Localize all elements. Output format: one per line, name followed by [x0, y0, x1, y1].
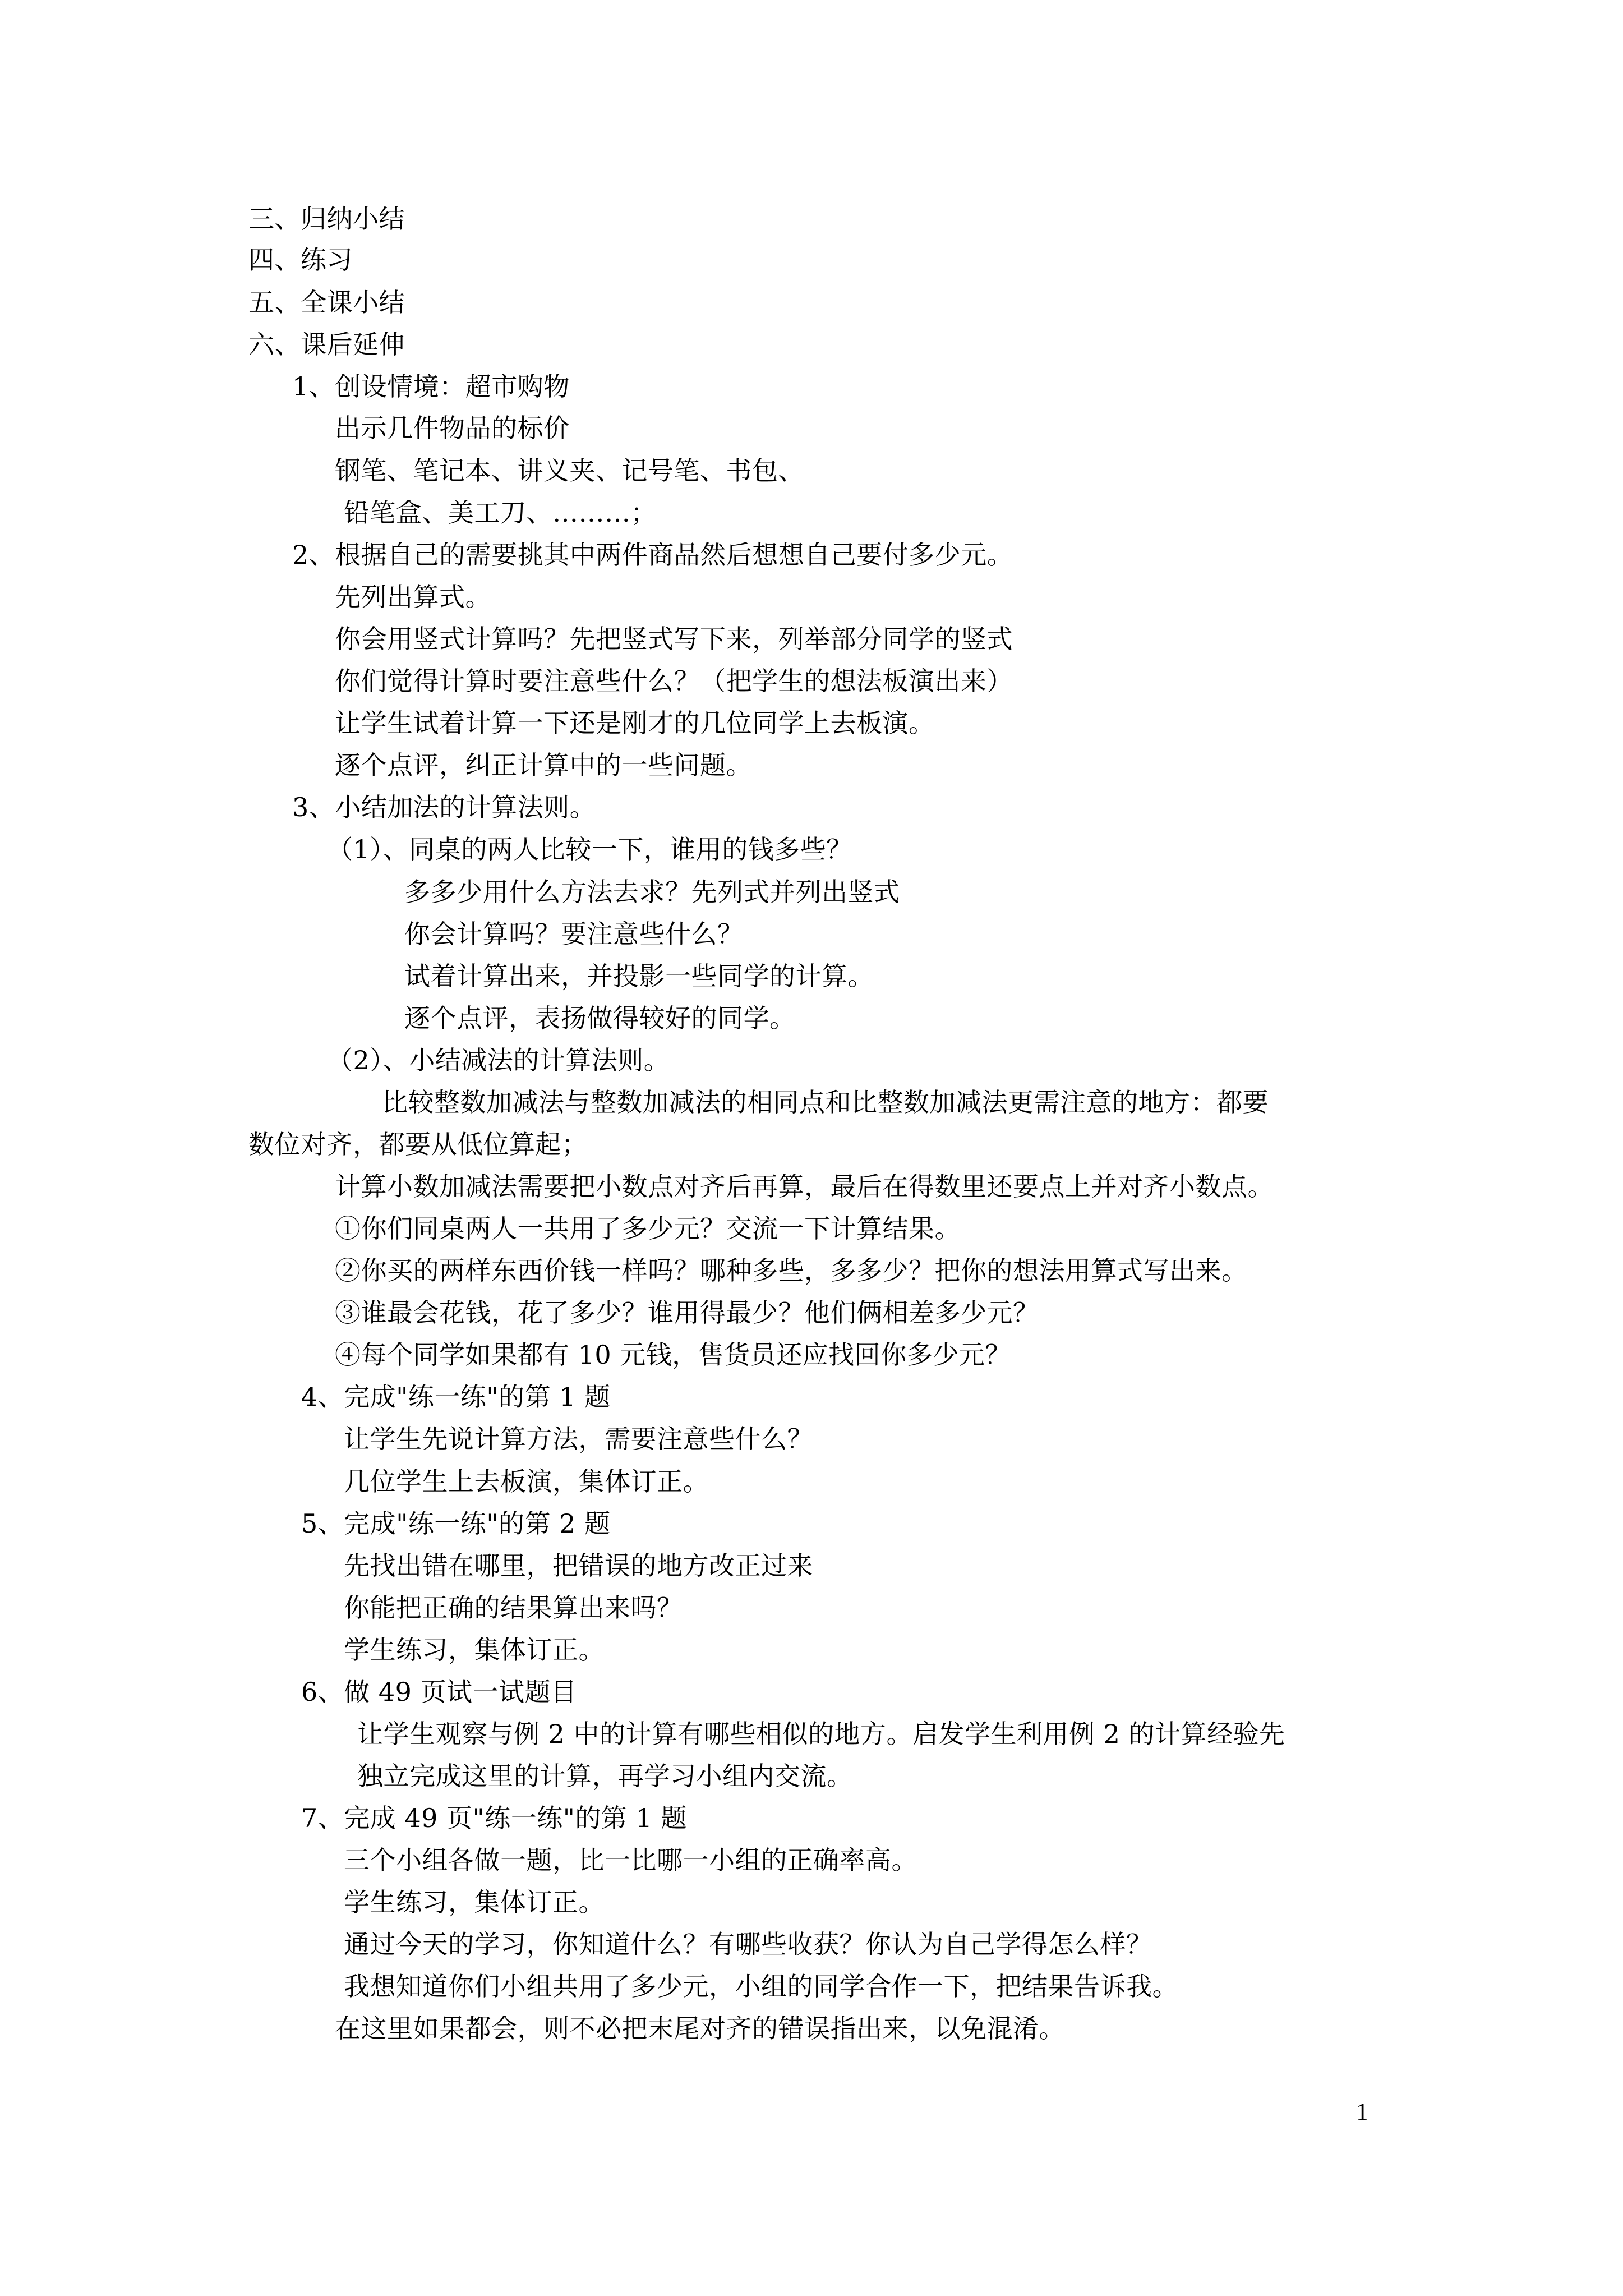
text-line: 三个小组各做一题，比一比哪一小组的正确率高。: [344, 1845, 917, 1875]
text-line: 钢笔、笔记本、讲义夹、记号笔、书包、: [335, 455, 804, 486]
page-number: 1: [1356, 2098, 1368, 2125]
question-4: ④每个同学如果都有 10 元钱，售货员还应找回你多少元？: [335, 1340, 1011, 1370]
text-line: 计算小数加减法需要把小数点对齐后再算，最后在得数里还要点上并对齐小数点。: [335, 1171, 1274, 1202]
text-line: 比较整数加减法与整数加减法的相同点和比整数加减法更需注意的地方：都要: [382, 1087, 1269, 1117]
item-6-heading: 6、做 49 页试一试题目: [301, 1677, 577, 1707]
question-1: ①你们同桌两人一共用了多少元？交流一下计算结果。: [335, 1213, 961, 1244]
text-line: 你会计算吗？要注意些什么？: [404, 919, 744, 949]
text-line: 学生练习，集体订正。: [344, 1887, 605, 1917]
section-heading-summary: 三、归纳小结: [248, 204, 405, 234]
text-line: 出示几件物品的标价: [335, 413, 570, 443]
text-line: 逐个点评，纠正计算中的一些问题。: [335, 750, 752, 780]
item-7-heading: 7、完成 49 页"练一练"的第 1 题: [301, 1803, 687, 1833]
section-heading-extension: 六、课后延伸: [248, 329, 405, 360]
subitem-2-heading: （2）、小结减法的计算法则。: [327, 1045, 670, 1075]
text-line: 几位学生上去板演，集体订正。: [344, 1466, 709, 1497]
text-line: 多多少用什么方法去求？先列式并列出竖式: [404, 877, 900, 907]
text-line: 数位对齐，都要从低位算起；: [248, 1129, 588, 1159]
text-line: 在这里如果都会，则不必把末尾对齐的错误指出来，以免混淆。: [335, 2013, 1065, 2044]
section-heading-practice: 四、练习: [248, 245, 353, 275]
text-line: 让学生试着计算一下还是刚才的几位同学上去板演。: [335, 708, 935, 738]
text-line: 我想知道你们小组共用了多少元，小组的同学合作一下，把结果告诉我。: [344, 1971, 1178, 2001]
item-1-heading: 1、创设情境：超市购物: [292, 371, 570, 402]
text-line: 让学生观察与例 2 中的计算有哪些相似的地方。启发学生利用例 2 的计算经验先: [357, 1719, 1285, 1749]
text-line: 先列出算式。: [335, 582, 491, 612]
item-3-heading: 3、小结加法的计算法则。: [292, 792, 596, 822]
text-line: 试着计算出来，并投影一些同学的计算。: [404, 961, 874, 991]
item-5-heading: 5、完成"练一练"的第 2 题: [301, 1508, 611, 1539]
text-line: 让学生先说计算方法，需要注意些什么？: [344, 1424, 813, 1454]
question-2: ②你买的两样东西价钱一样吗？哪种多些，多多少？把你的想法用算式写出来。: [335, 1255, 1248, 1286]
section-heading-lesson-summary: 五、全课小结: [248, 287, 405, 318]
question-3: ③谁最会花钱，花了多少？谁用得最少？他们俩相差多少元？: [335, 1297, 1039, 1328]
text-line: 你会用竖式计算吗？先把竖式写下来，列举部分同学的竖式: [335, 624, 1013, 654]
text-line: 铅笔盒、美工刀、………；: [344, 498, 657, 528]
text-line: 学生练习，集体订正。: [344, 1635, 605, 1665]
item-4-heading: 4、完成"练一练"的第 1 题: [301, 1382, 611, 1412]
text-line: 你能把正确的结果算出来吗？: [344, 1593, 683, 1623]
text-line: 先找出错在哪里，把错误的地方改正过来: [344, 1550, 813, 1581]
text-line: 通过今天的学习，你知道什么？有哪些收获？你认为自己学得怎么样？: [344, 1929, 1152, 1959]
text-line: 逐个点评，表扬做得较好的同学。: [404, 1003, 796, 1033]
item-2-heading: 2、根据自己的需要挑其中两件商品然后想想自己要付多少元。: [292, 540, 1013, 570]
subitem-1-heading: （1）、同桌的两人比较一下，谁用的钱多些？: [327, 834, 852, 864]
text-line: 独立完成这里的计算，再学习小组内交流。: [357, 1761, 853, 1791]
text-line: 你们觉得计算时要注意些什么？（把学生的想法板演出来）: [335, 666, 1013, 696]
